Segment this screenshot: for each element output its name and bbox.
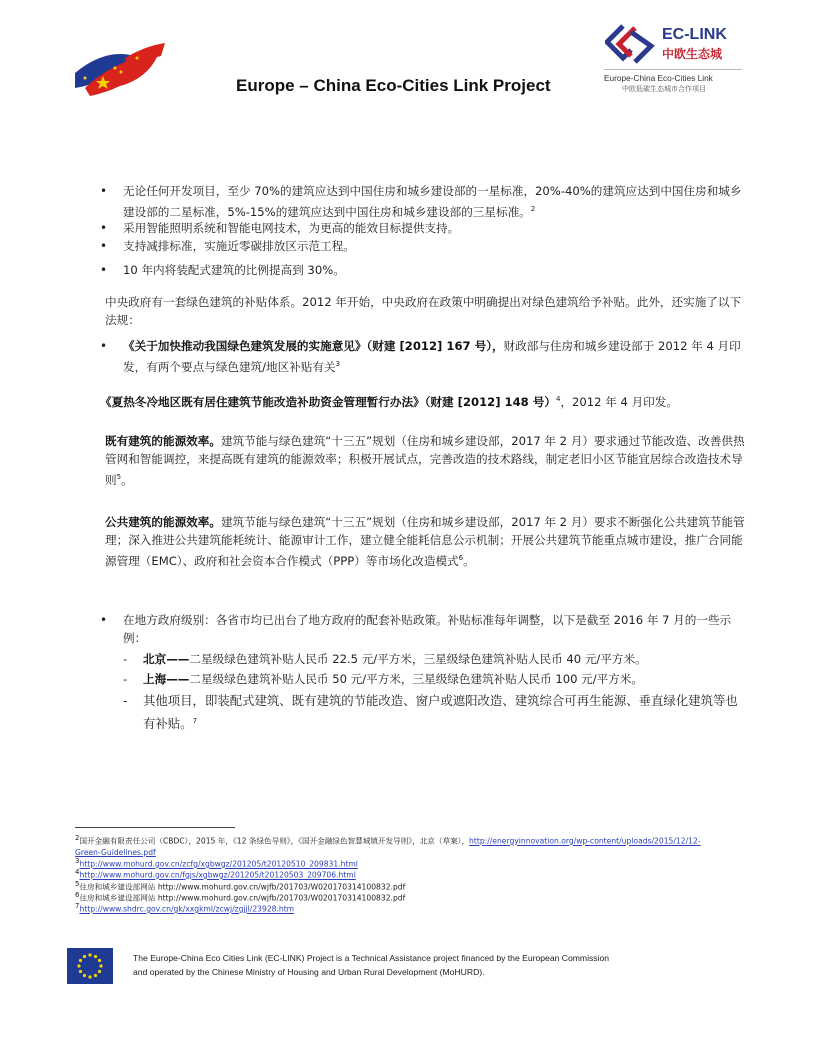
page-title: Europe – China Eco-Cities Link Project <box>236 76 551 95</box>
paragraph-public-buildings: 公共建筑的能源效率。建筑节能与绿色建筑“十三五”规划（住房和城乡建设部，2017 年 2 月）要求不断强化公共建筑节能管理；深入推进公共建筑能耗统计、能源审计工作，建立健全能耗信息公示机制；开展公共建筑节能重点城市建设，推广合同能源管理（EMC）、政府和社会资本合作模式（PPP）等市场化改造模式$^6$。 <box>105 515 745 568</box>
sub-item-shanghai: - 上海——二星级绿色建筑补贴人民币 50 元/平方米，三星级绿色建筑补贴人民币 100 元/平方米。 <box>123 670 745 688</box>
footnote-3: $^3$http://www.mohurd.gov.cn/zcfg/xgbwgz/201205/t20120510_209831.html <box>75 857 358 869</box>
eu-flag-icon <box>67 948 113 984</box>
footnote-link[interactable]: http://www.mohurd.gov.cn/zcfg/xgbwgz/201205/t20120510_209831.html <box>79 859 358 869</box>
ec-link-logo-cn: 中欧生态城 <box>662 47 723 61</box>
sub-item-other: - 其他项目，即装配式建筑、既有建筑的节能改造、窗户或遮阳改造、建筑综合可再生能源、垂直绿化建筑等也有补贴。$^7$ <box>123 691 745 734</box>
list-item-local-government: • 在地方政府级别：各省市均已出台了地方政府的配套补贴政策。补贴标准每年调整，以下是截至 2016 年 7 月的一些示例： <box>100 611 745 647</box>
eu-china-flag-logo <box>65 38 175 98</box>
eu-star-icon <box>83 974 86 977</box>
list-item: • 支持减排标准，实施近零碳排放区示范工程。 <box>100 237 745 255</box>
footnote-6: $^6$住房和城乡建设部网站 http://www.mohurd.gov.cn/wjfb/201703/W020170314100832.pdf <box>75 891 406 903</box>
footnote-2: $^2$国开金融有限责任公司（CBDC），2015 年，《12 条绿色导则》，《国开金融绿色智慧城镇开发导则》，北京（草案），http://energyinnovation.org/wp-content/uploads/2015/12/12-Green-Guidelines.pdf <box>75 834 701 857</box>
footnote-5: $^5$住房和城乡建设部网站 http://www.mohurd.gov.cn/wjfb/201703/W020170314100832.pdf <box>75 880 406 892</box>
footnote-link[interactable]: http://energyinnovation.org/wp-content/uploads/2015/12/12-Green-Guidelines.pdf <box>75 836 701 857</box>
eu-star-icon <box>98 970 101 973</box>
footnote-link[interactable]: http://www.mohurd.gov.cn/fgjs/xgbwgz/201205/t20120503_209706.html <box>79 870 356 880</box>
ec-link-logo-sub-en: Europe-China Eco-Cities Link <box>604 73 713 83</box>
list-item-regulation: • 《关于加快推动我国绿色建筑发展的实施意见》（财建 [2012] 167 号），财政部与住房和城乡建设部于 2012 年 4 月印发，有两个要点与绿色建筑/地区补贴有关$^3$ <box>100 337 745 376</box>
footnote-divider <box>75 827 235 828</box>
eu-star-icon <box>94 974 97 977</box>
regulation-line: 《夏热冬冷地区既有居住建筑节能改造补助资金管理暂行办法》（财建 [2012] 148 号）$^4$，2012 年 4 月印发。 <box>100 394 678 409</box>
eu-star-icon <box>79 959 82 962</box>
eu-star-icon <box>79 970 82 973</box>
eu-star-icon <box>83 955 86 958</box>
paragraph-subsidy-system: 中央政府有一套绿色建筑的补贴体系。2012 年开始，中央政府在政策中明确提出对绿色建筑给予补贴。此外，还实施了以下法规： <box>105 295 742 327</box>
sub-item-beijing: - 北京——二星级绿色建筑补贴人民币 22.5 元/平方米，三星级绿色建筑补贴人民币 40 元/平方米。 <box>123 650 745 668</box>
footnote-link[interactable]: http://www.shdrc.gov.cn/gk/xxgkml/zcwj/zgjjl/23928.htm <box>79 904 295 914</box>
eu-star-icon <box>88 975 91 978</box>
footer-text: The Europe-China Eco Cities Link (EC-LINK) Project is a Technical Assistance project financed by the European Commission and operated by the Chinese Ministry of Housing and Urban Rural Development (MoHURD). <box>133 953 610 977</box>
eu-star-icon <box>98 959 101 962</box>
list-item: • 无论任何开发项目，至少 70%的建筑应达到中国住房和城乡建设部的一星标准，20%-40%的建筑应达到中国住房和城乡建设部的二星标准，5%-15%的建筑应达到中国住房和城乡建设部的三星标准。$^2$ <box>100 182 745 221</box>
eu-star-icon <box>88 953 91 956</box>
ec-link-logo-name: EC-LINK <box>662 26 727 43</box>
ec-link-emblem-icon <box>605 22 657 66</box>
eu-star-icon <box>99 964 102 967</box>
list-item: • 采用智能照明系统和智能电网技术，为更高的能效目标提供支持。 <box>100 219 745 237</box>
eu-star-icon <box>77 964 80 967</box>
list-item: • 10 年内将装配式建筑的比例提高到 30%。 <box>100 261 745 279</box>
footnote-7: $^7$http://www.shdrc.gov.cn/gk/xxgkml/zcwj/zgjjl/23928.htm <box>75 902 295 914</box>
eu-star-icon <box>94 955 97 958</box>
footnote-4: $^4$http://www.mohurd.gov.cn/fgjs/xgbwgz/201205/t20120503_209706.html <box>75 868 356 880</box>
ec-link-logo-sub-cn: 中欧低碳生态城市合作项目 <box>622 85 706 93</box>
paragraph-existing-buildings: 既有建筑的能源效率。建筑节能与绿色建筑“十三五”规划（住房和城乡建设部，2017 年 2 月）要求通过节能改造、改善供热管网和智能调控，来提高既有建筑的能源效率；积极开展试点，完善改造的技术路线，制定老旧小区节能宜居综合改造技术导则$^5$。 <box>105 434 745 487</box>
